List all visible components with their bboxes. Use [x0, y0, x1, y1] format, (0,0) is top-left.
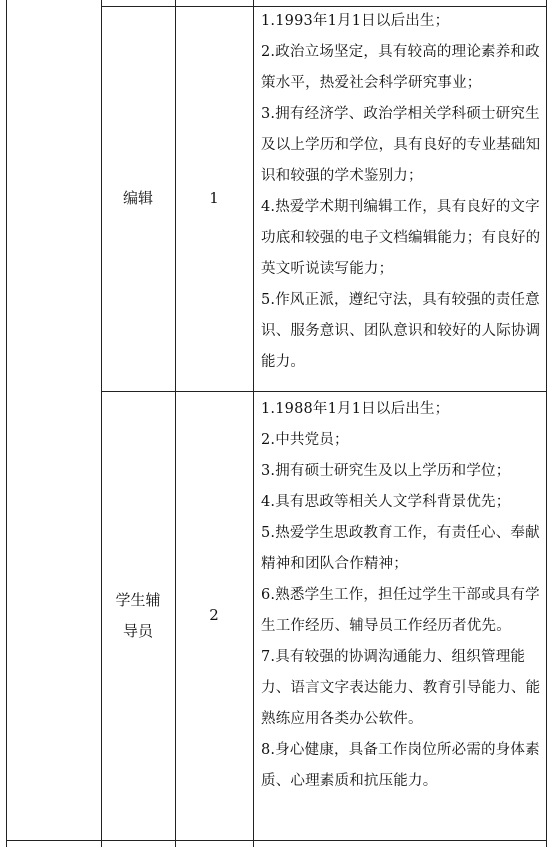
requirement-item: 1.1993年1月1日以后出生； [261, 13, 450, 29]
table-border-left [6, 0, 7, 847]
position-cell-counselor [101, 391, 175, 840]
requirement-item: 3.拥有硕士研究生及以上学历和学位； [261, 463, 511, 479]
requirement-item: 7.具有较强的协调沟通能力、组织管理能力、语言文字表达能力、教育引导能力、能熟练应用各类办公软件。 [261, 649, 541, 727]
requirement-item: 6.熟悉学生工作，担任过学生干部或具有学生工作经历、辅导员工作经历者优先。 [261, 587, 540, 634]
row-divider-bottom [6, 840, 547, 841]
requirement-item: 4.热爱学术期刊编辑工作，具有良好的文字功底和较强的电子文档编辑能力；有良好的英文听说读写能力； [261, 199, 541, 277]
requirement-item: 4.具有思政等相关人文学科背景优先； [261, 494, 511, 510]
position-name-line2: 导员 [122, 621, 153, 640]
requirement-item: 3.拥有经济学、政治学相关学科硕士研究生及以上学历和学位，具有良好的专业基础知识和较强的学术鉴别力； [261, 106, 541, 184]
table-border-right [546, 0, 547, 847]
requirement-item: 5.热爱学生思政教育工作，有责任心、奉献精神和团队合作精神； [261, 525, 540, 572]
position-name: 编辑 [122, 189, 153, 207]
position-name-line1: 学生辅 [115, 590, 161, 609]
position-count: 1 [209, 189, 219, 207]
count-cell-counselor [175, 391, 253, 840]
position-count: 2 [209, 606, 219, 624]
requirement-item: 1.1988年1月1日以后出生； [261, 401, 450, 417]
column-divider-3 [253, 0, 254, 847]
requirement-item: 2.中共党员； [261, 432, 349, 448]
requirements-list-editor [261, 6, 541, 378]
requirement-item: 2.政治立场坚定，具有较高的理论素养和政策水平，热爱社会科学研究事业； [261, 44, 540, 91]
requirement-item: 8.身心健康，具备工作岗位所必需的身体素质、心理素质和抗压能力。 [261, 742, 540, 789]
requirement-item: 5.作风正派，遵纪守法，具有较强的责任意识、服务意识、团队意识和较好的人际协调能力。 [261, 292, 541, 370]
position-cell-editor [101, 6, 175, 391]
count-cell-editor [175, 6, 253, 391]
requirements-list-counselor [261, 394, 541, 797]
